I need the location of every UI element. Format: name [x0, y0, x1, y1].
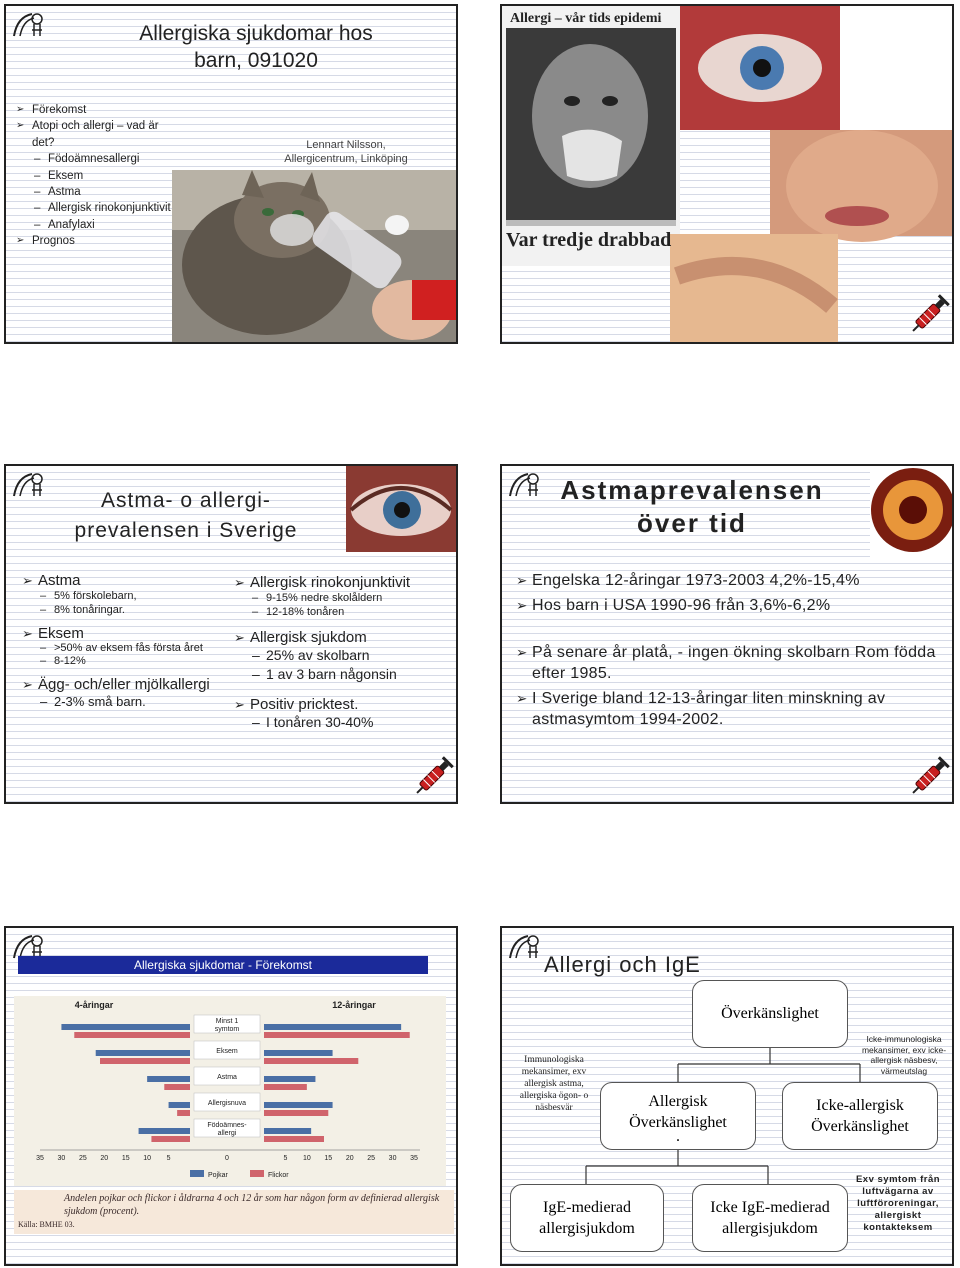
bar-12-pojkar: [264, 1102, 333, 1108]
bullet-agg: ➢ Ägg- och/eller mjölkallergi: [22, 676, 222, 693]
legend-label-pojkar: Pojkar: [208, 1172, 228, 1179]
bullet-usa: ➢ Hos barn i USA 1990-96 från 3,6%-6,2%: [516, 595, 946, 616]
category-label: Minst 1: [215, 1018, 239, 1025]
sub-rino-1: – 9-15% nedre skolåldern: [234, 591, 454, 605]
bar-4-flickor: [164, 1084, 190, 1090]
sub-rino-2: – 12-18% tonåren: [234, 605, 454, 619]
bar-4-pojkar: [147, 1076, 190, 1082]
category-label: symtom: [214, 1026, 240, 1033]
bullet-prognos: ➢ Prognos: [16, 233, 176, 249]
sub-astma-2: – 8% tonåringar.: [22, 603, 222, 617]
newspaper-header-text: Allergi – vår tids epidemi: [510, 11, 662, 26]
bullet-rino: ➢ Allergisk rinokonjunktivit: [234, 574, 454, 591]
x-tick-label: 10: [302, 1155, 311, 1162]
syringe-icon: [410, 752, 458, 800]
slide-3-right-column: [234, 574, 454, 732]
sub-eksem-1: – >50% av eksem fås första året: [22, 642, 222, 654]
sub-agg: – 2-3% små barn.: [22, 693, 222, 710]
icke-ige-medierad-box: Icke IgE-medierad allergisjukdom: [692, 1184, 848, 1252]
allergicentrum-logo-icon: [10, 10, 46, 40]
category-label: Eksem: [216, 1048, 238, 1055]
panel-title-12: 12-åringar: [332, 1000, 376, 1010]
bullet-engelska: ➢ Engelska 12-åringar 1973-2003 4,2%-15,4%: [516, 570, 946, 591]
x-tick-label: 30: [388, 1155, 397, 1162]
slide-4-bullets: [516, 570, 946, 730]
slide-3-left-column: [22, 572, 222, 710]
bullet-astma: ➢ Astma: [22, 572, 222, 589]
x-tick-label: 5: [283, 1155, 288, 1162]
x-tick-label: 20: [100, 1155, 109, 1162]
bar-4-flickor: [177, 1110, 190, 1116]
bullet-eksem: – Eksem: [16, 168, 176, 184]
x-tick-label: 25: [367, 1155, 376, 1162]
bullet-anafylaxi: – Anafylaxi: [16, 217, 176, 233]
x-tick-label: 15: [121, 1155, 130, 1162]
slide-4-title: Astmaprevalensen över tid: [560, 475, 824, 538]
bar-12-pojkar: [264, 1076, 315, 1082]
category-label: Allergisnuva: [207, 1100, 247, 1107]
slide-1-bullets: [16, 102, 176, 250]
allergisk-overkanslighet-box: Allergisk Överkänslighet .: [600, 1082, 756, 1150]
bullet-plata: ➢ På senare år platå, - ingen ökning skolbarn Rom födda efter 1985.: [516, 642, 946, 684]
cat-inhaler-photo: [172, 170, 458, 344]
sub-sjukdom-1: – 25% av skolbarn: [234, 646, 454, 665]
x-tick-label: 35: [410, 1155, 418, 1162]
chart-caption: Andelen pojkar och flickor i åldrarna 4 och 12 år som har någon form av definierad allergisk sjukdom (procent). Källa: BMHE 03.: [14, 1190, 454, 1234]
icke-allergisk-overkanslighet-box: Icke-allergisk Överkänslighet: [782, 1082, 938, 1150]
bar-4-pojkar: [169, 1102, 190, 1108]
x-tick-label: 25: [78, 1155, 87, 1162]
ige-medierad-box: IgE-medierad allergisjukdom: [510, 1184, 664, 1252]
slide-3-title: Astma- o allergi- prevalensen i Sverige: [74, 489, 298, 542]
x-tick-label: 20: [345, 1155, 354, 1162]
bullet-atopi: ➢ Atopi och allergi – vad är det?: [16, 118, 176, 151]
slide-1-title: Allergiska sjukdomar hos barn, 091020: [139, 22, 373, 72]
bar-12-pojkar: [264, 1128, 311, 1134]
newspaper-collage-photo: [502, 6, 952, 342]
syringe-icon: [906, 290, 954, 338]
overkanslighet-box: Överkänslighet: [692, 980, 848, 1048]
allergy-bar-chart: [14, 996, 446, 1186]
x-tick-label: 10: [143, 1155, 152, 1162]
note-exv-symtom: Exv symtom från luftvägarna av luftföroreningar, allergiskt kontakteksem: [855, 1174, 941, 1233]
bullet-sjukdom: ➢ Allergisk sjukdom: [234, 629, 454, 646]
bullet-astma: – Astma: [16, 184, 176, 200]
bar-4-pojkar: [96, 1050, 190, 1056]
slide-5-title-bar: [18, 956, 428, 974]
airway-endoscopy-photo: [870, 466, 954, 562]
bar-4-pojkar: [61, 1024, 190, 1030]
bar-12-flickor: [264, 1110, 328, 1116]
category-label: Födoämnes-: [207, 1122, 247, 1129]
bullet-prick: ➢ Positiv pricktest.: [234, 696, 454, 713]
bar-12-pojkar: [264, 1050, 333, 1056]
bar-4-flickor: [100, 1058, 190, 1064]
slide-3: [4, 464, 458, 804]
x-tick-label: 30: [57, 1155, 66, 1162]
x-tick-label: 15: [324, 1155, 333, 1162]
newspaper-headline-text: Var tredje drabbad: [506, 229, 672, 251]
bar-4-flickor: [151, 1136, 190, 1142]
slide-6: [500, 926, 954, 1266]
slide-2: [500, 4, 954, 344]
note-immunologiska: Immunologiska mekansimer, exv allergisk astma, allergiska ögon- o näsbesvär: [519, 1055, 589, 1113]
bullet-sverige: ➢ I Sverige bland 12-13-åringar liten minskning av astmasymtom 1994-2002.: [516, 688, 946, 730]
x-tick-label: 35: [36, 1155, 44, 1162]
slide-1: [4, 4, 458, 344]
slide-6-title: Allergi och IgE: [544, 952, 701, 977]
sub-sjukdom-2: – 1 av 3 barn någonsin: [234, 665, 454, 684]
x-tick-label: 5: [166, 1155, 171, 1162]
bullet-rinokonjunktivit: – Allergisk rinokonjunktivit: [16, 200, 176, 216]
x-tick-label: 0: [225, 1155, 229, 1162]
bar-4-pojkar: [139, 1128, 190, 1134]
bar-4-flickor: [74, 1032, 190, 1038]
syringe-icon: [906, 752, 954, 800]
bar-12-flickor: [264, 1032, 410, 1038]
note-icke-immunologiska: Icke-immunologiska mekansimer, exv icke-allergisk näsbesv, värmeutslag: [861, 1034, 947, 1076]
category-label: Astma: [217, 1074, 237, 1081]
bullet-fodoamnesallergi: – Födoämnesallergi: [16, 151, 176, 167]
legend-swatch-pojkar: [190, 1170, 204, 1177]
legend-swatch-flickor: [250, 1170, 264, 1177]
bar-12-pojkar: [264, 1024, 401, 1030]
slide-4: [500, 464, 954, 804]
sub-prick: – I tonåren 30-40%: [234, 713, 454, 732]
sub-eksem-2: – 8-12%: [22, 654, 222, 668]
sub-astma-1: – 5% förskolebarn,: [22, 589, 222, 603]
red-eye-photo: [346, 466, 456, 552]
bar-12-flickor: [264, 1058, 358, 1064]
slide-1-author: Lennart Nilsson, Allergicentrum, Linköping: [284, 139, 408, 165]
slide-5-title: Allergiska sjukdomar - Förekomst: [133, 958, 313, 972]
category-label: allergi: [217, 1130, 237, 1137]
bar-12-flickor: [264, 1136, 324, 1142]
bullet-forekomst: ➢ Förekomst: [16, 102, 176, 118]
panel-title-4: 4-åringar: [74, 1000, 114, 1010]
legend-label-flickor: Flickor: [268, 1172, 289, 1179]
bar-12-flickor: [264, 1084, 307, 1090]
slide-5: [4, 926, 458, 1266]
bullet-eksem: ➢ Eksem: [22, 625, 222, 642]
